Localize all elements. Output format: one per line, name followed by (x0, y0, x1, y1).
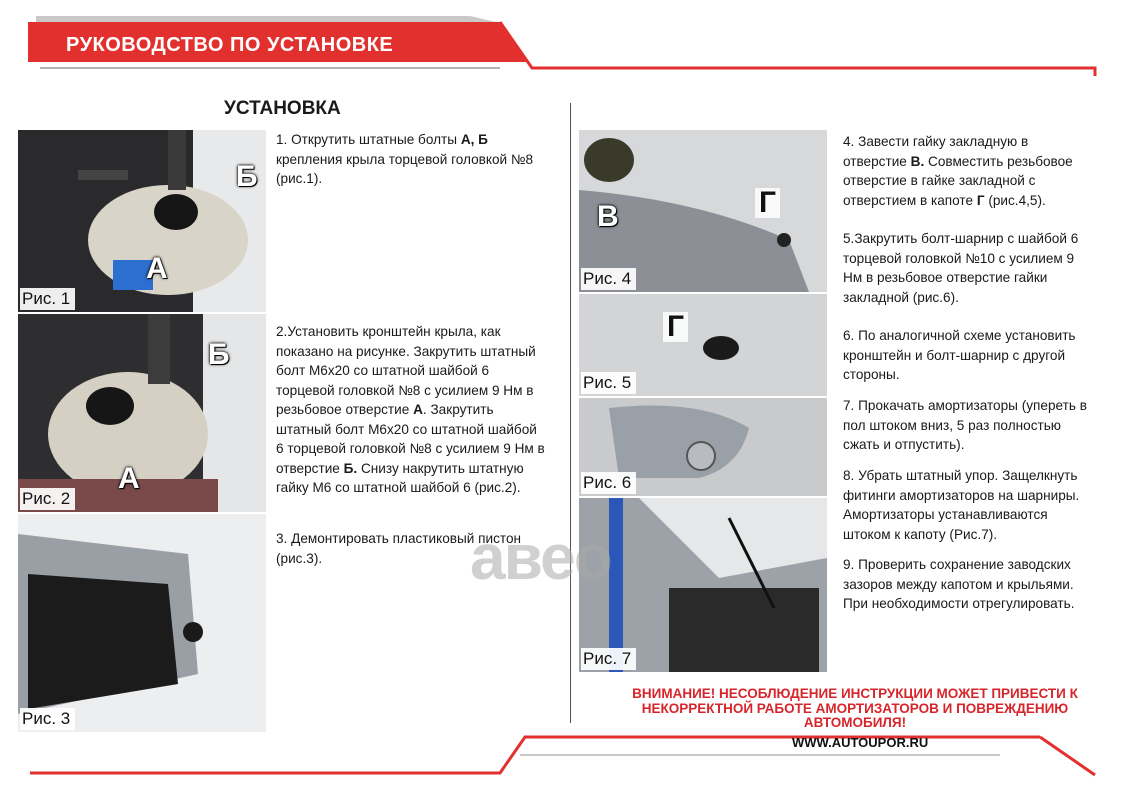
figure-4 (579, 130, 827, 292)
figure-6 (579, 398, 827, 496)
mark-g: Г (663, 312, 688, 342)
figure-1 (18, 130, 266, 312)
document-title: РУКОВОДСТВО ПО УСТАНОВКЕ (66, 34, 394, 56)
figure-caption: Рис. 3 (20, 708, 75, 730)
column-divider (570, 103, 571, 723)
footer-decoration (0, 725, 1132, 800)
engine-bay-photo (18, 130, 266, 312)
figure-3 (18, 514, 266, 732)
mark-b: Б (208, 338, 230, 371)
website-link[interactable]: WWW.AUTOUPOR.RU (792, 735, 929, 750)
step-6: 6. По аналогичной схеме установить кронштейн и болт-шарнир с другой стороны. (843, 328, 1076, 382)
step-8: 8. Убрать штатный упор. Защелкнуть фитинги амортизаторов на шарниры. Амортизаторы устанавливаются штоком к капоту (Рис.7). (843, 468, 1080, 542)
step-9: 9. Проверить сохранение заводских зазоров между капотом и крыльями. При необходимости отрегулировать. (843, 557, 1075, 611)
installed-struts-photo (579, 498, 827, 672)
figure-caption: Рис. 7 (581, 648, 636, 670)
mark-a: А (118, 462, 140, 495)
mark-v: В (597, 200, 619, 233)
step-1: 1. Открутить штатные болты А, Б крепления крыла торцевой головкой №8 (рис.1). (276, 132, 534, 186)
section-title: УСТАНОВКА (224, 98, 341, 119)
step-3: 3. Демонтировать пластиковый пистон (рис.3). (276, 531, 522, 566)
figure-caption: Рис. 2 (20, 488, 75, 510)
figure-5 (579, 294, 827, 396)
step-2: 2.Установить кронштейн крыла, как показано на рисунке. Закрутить штатный болт М6х20 со штатной шайбой 6 торцевой головкой №8 с усилием 9 Нм в резьбовое отверстие А. Закрутить штатный болт М6х20 со штатной шайбой 6 торцевой головкой №8 с усилием 9 Нм в отверстие Б. Снизу накрутить штатную гайку М6 со штатной шайбой 6 (рис.2). (276, 324, 545, 495)
figure-2 (18, 314, 266, 512)
figure-caption: Рис. 4 (581, 268, 636, 290)
mark-b: Б (236, 160, 258, 193)
step-5: 5.Закрутить болт-шарнир с шайбой 6 торцевой головкой №10 с усилием 9 Нм в резьбовое отверстие гайки закладной (рис.6). (843, 231, 1079, 305)
figure-caption: Рис. 5 (581, 372, 636, 394)
warning-notice: ВНИМАНИЕ! НЕСОБЛЮДЕНИЕ ИНСТРУКЦИИ МОЖЕТ ПРИВЕСТИ К НЕКОРРЕКТНОЙ РАБОТЕ АМОРТИЗАТОРОВ И ПОВРЕЖДЕНИЮ АВТОМОБИЛЯ! (632, 686, 1078, 730)
hood-underside-photo (18, 514, 266, 732)
step-4: 4. Завести гайку закладную в отверстие В. Совместить резьбовое отверстие в гайке закладной с отверстием в капоте Г (рис.4,5). (843, 134, 1073, 208)
watermark-logo: авео (470, 521, 611, 593)
figure-7 (579, 498, 827, 672)
step-7: 7. Прокачать амортизаторы (упереть в пол штоком вниз, 5 раз полностью сжать и отпустить). (843, 398, 1087, 452)
figure-caption: Рис. 6 (581, 472, 636, 494)
mark-a: А (146, 252, 168, 285)
figure-caption: Рис. 1 (20, 288, 75, 310)
mark-g: Г (755, 188, 780, 218)
